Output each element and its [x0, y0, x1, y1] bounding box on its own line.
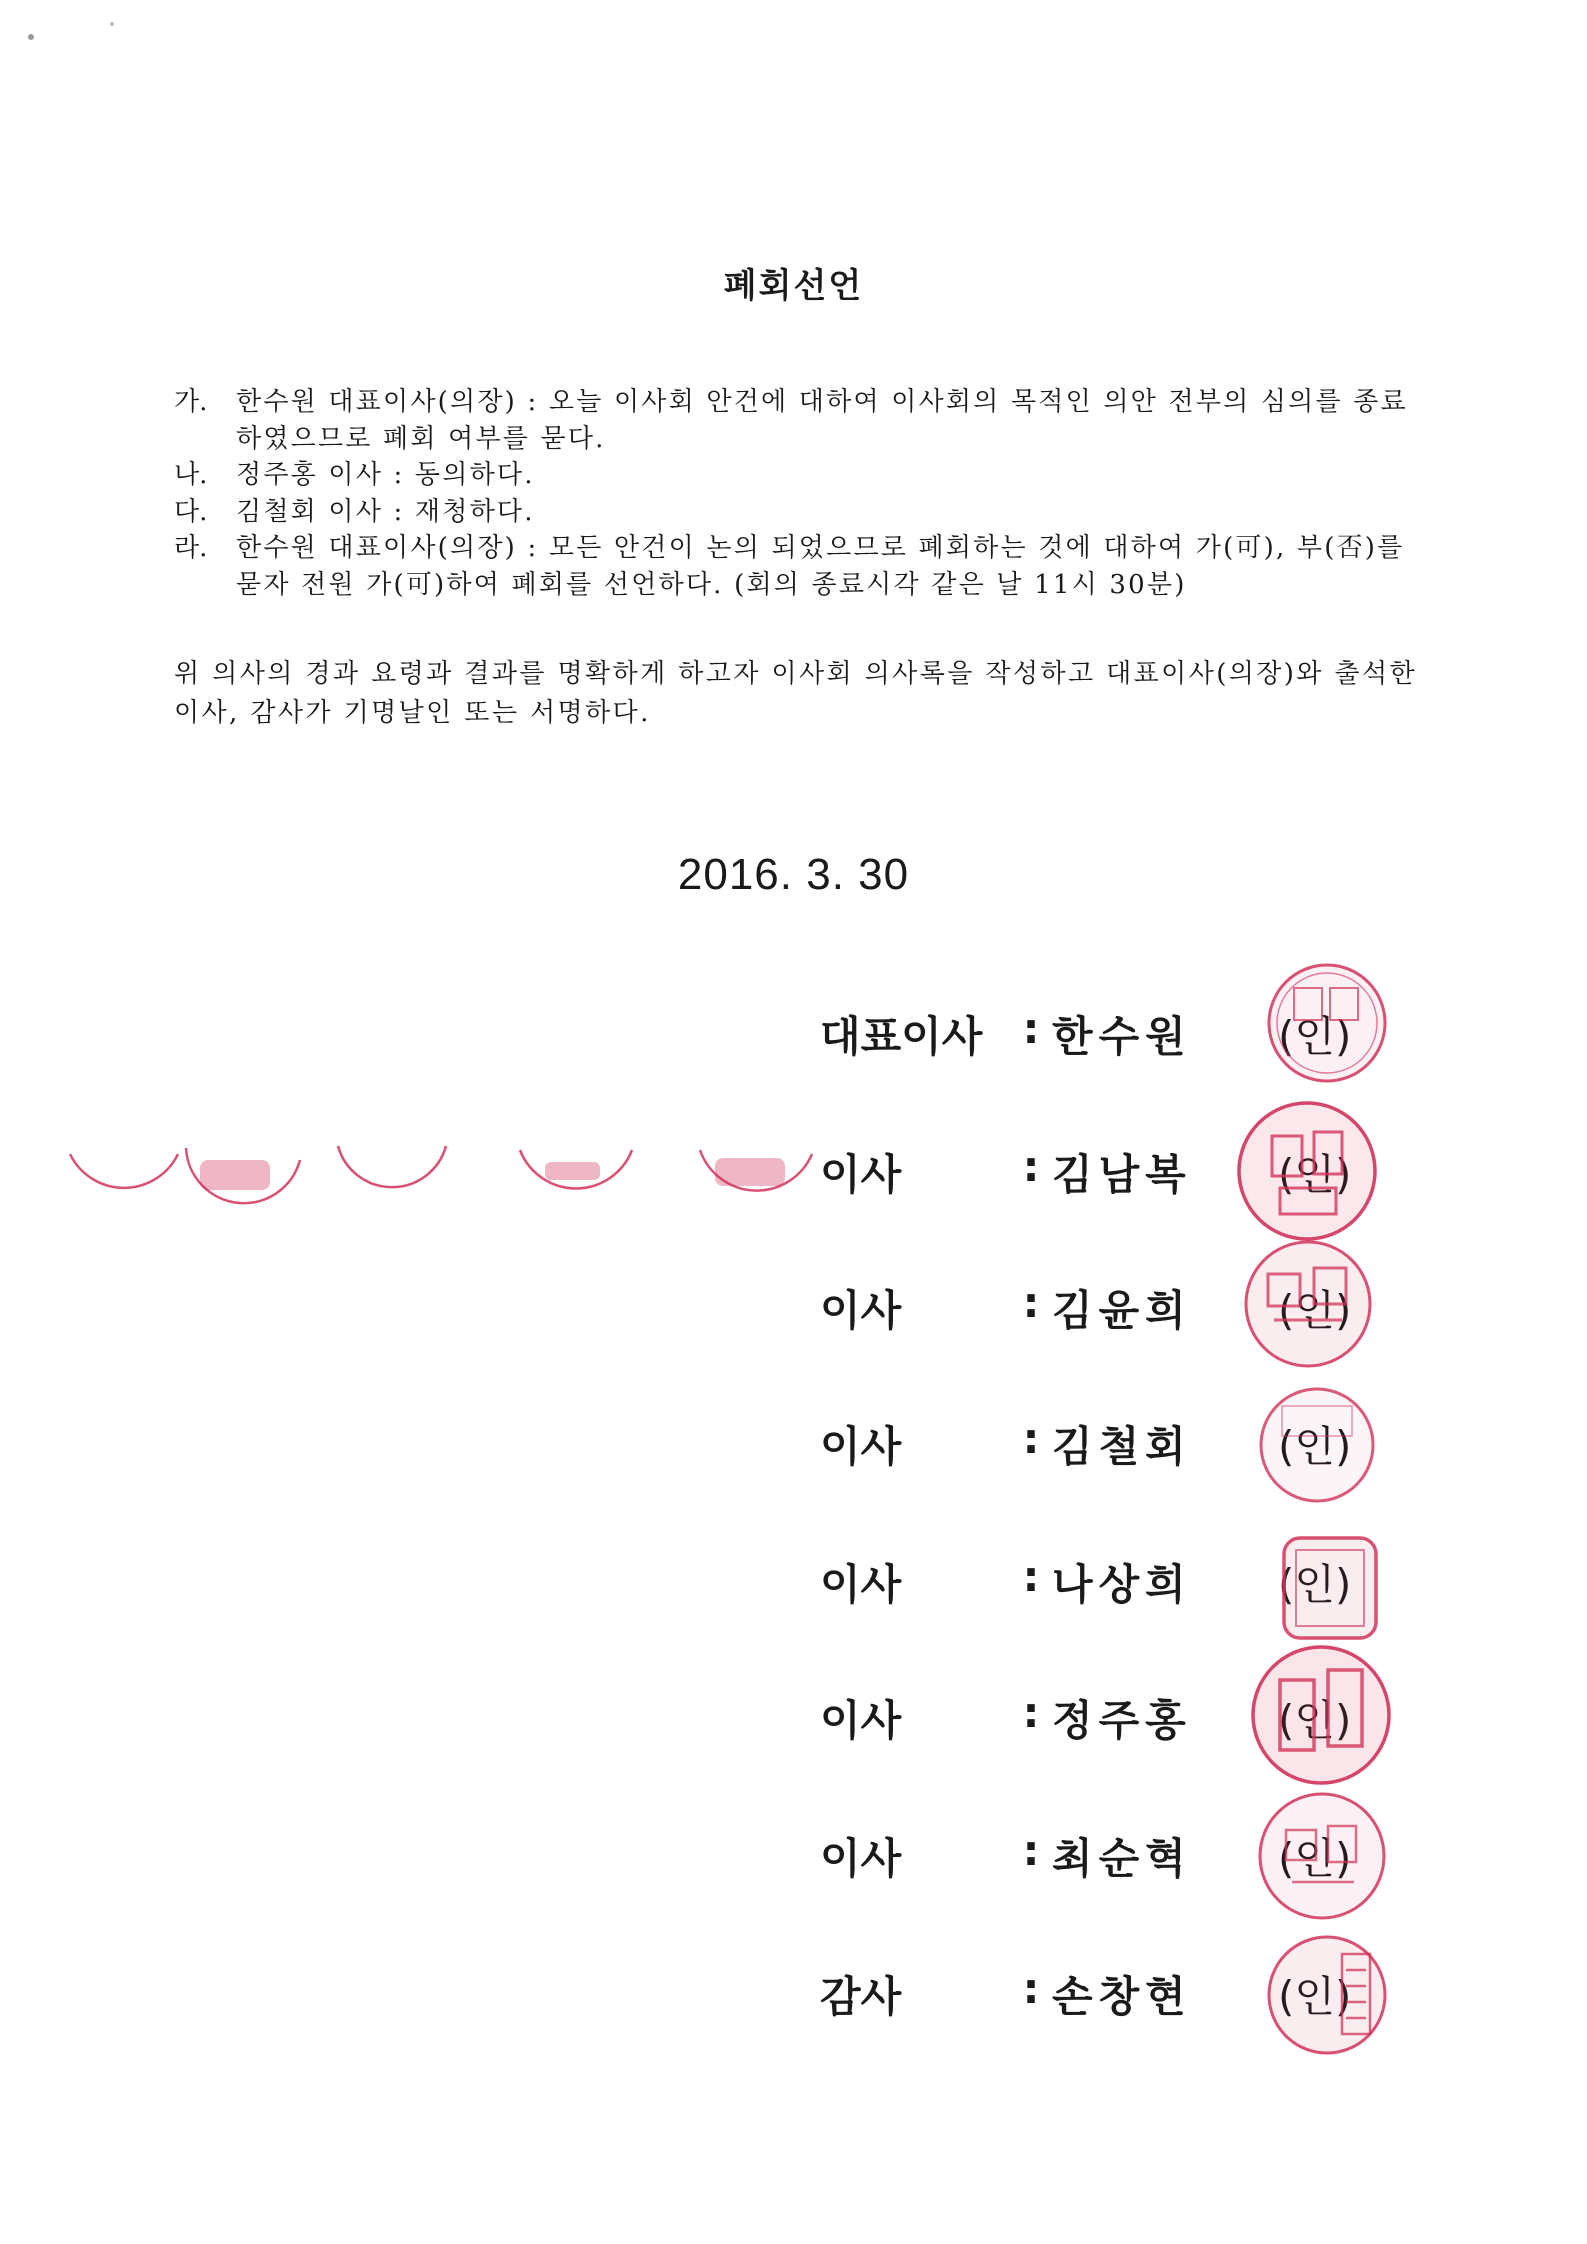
minutes-summary: 위 의사의 경과 요령과 결과를 명확하게 하고자 이사회 의사록을 작성하고 대표이사(의장)와 출석한 이사, 감사가 기명날인 또는 서명하다.: [174, 659, 1418, 728]
seal-label: (인): [1278, 1150, 1352, 1199]
item-marker: 가.: [174, 387, 208, 417]
closing-item: [174, 530, 1424, 603]
seal-label: (인): [1278, 1012, 1352, 1061]
scan-speck: [110, 22, 114, 26]
item-text: 한수원 대표이사(의장) : 모든 안건이 논의 되었으므로 폐회하는 것에 대하여 가(可), 부(否)를 묻자 전원 가(可)하여 폐회를 선언하다. (회의 종료시각 같은 날 11시 30분): [236, 533, 1405, 600]
closing-item: [174, 494, 1424, 531]
item-marker: 다.: [174, 496, 208, 527]
signature-row: [820, 1004, 1380, 1074]
item-text: 한수원 대표이사(의장) : 오늘 이사회 안건에 대하여 이사회의 목적인 의안 전부의 심의를 종료하였으므로 폐회 여부를 묻다.: [236, 387, 1408, 454]
signatory-colon: :: [1022, 1688, 1040, 1737]
signatory-colon: :: [1022, 1004, 1040, 1053]
signatory-colon: :: [1022, 1278, 1040, 1327]
signatory-title: 이사: [820, 1560, 902, 1609]
signatory-name: 한수원: [1052, 1012, 1192, 1061]
seal-label: (인): [1278, 1834, 1352, 1883]
signatory-colon: :: [1022, 1414, 1040, 1463]
seal-label: (인): [1278, 1422, 1352, 1471]
seal-label: (인): [1278, 1972, 1352, 2021]
signatory-name: 손창현: [1052, 1972, 1192, 2021]
signature-row: [820, 1278, 1380, 1348]
signature-row: [820, 1142, 1380, 1212]
signatory-name: 김남복: [1052, 1150, 1192, 1199]
signatory-colon: :: [1022, 1142, 1040, 1191]
item-marker: 라.: [174, 533, 208, 563]
signatory-title: 이사: [820, 1286, 902, 1335]
signature-row: [820, 1688, 1380, 1758]
signatory-title: 이사: [820, 1422, 902, 1471]
signatory-name: 김철회: [1052, 1422, 1192, 1471]
closing-item: [174, 457, 1424, 494]
signatory-colon: :: [1022, 1552, 1040, 1601]
signatory-colon: :: [1022, 1826, 1040, 1875]
signatory-name: 최순혁: [1052, 1834, 1192, 1883]
signature-row: [820, 1964, 1380, 2034]
closing-items: [174, 384, 1424, 603]
signatory-name: 정주홍: [1052, 1696, 1192, 1745]
seal-label: (인): [1278, 1560, 1352, 1609]
seal-label: (인): [1278, 1286, 1352, 1335]
signatory-name: 나상희: [1052, 1560, 1192, 1609]
signature-row: [820, 1826, 1380, 1896]
closing-item: [174, 384, 1424, 457]
signatory-title: 이사: [820, 1150, 902, 1199]
page-title: 폐회선언: [723, 266, 864, 306]
signature-row: [820, 1414, 1380, 1484]
document-date: 2016. 3. 30: [677, 850, 910, 899]
signatory-title: 감사: [820, 1972, 902, 2021]
signatory-name: 김윤희: [1052, 1286, 1192, 1335]
scan-speck: [28, 34, 34, 40]
signatory-title: 이사: [820, 1696, 902, 1745]
signatory-title: 이사: [820, 1834, 902, 1883]
seal-label: (인): [1278, 1696, 1352, 1745]
signatory-colon: :: [1022, 1964, 1040, 2013]
signature-row: [820, 1552, 1380, 1622]
signatory-title: 대표이사: [820, 1012, 983, 1061]
item-text: 정주홍 이사 : 동의하다.: [236, 460, 535, 490]
item-marker: 나.: [174, 460, 208, 490]
item-text: 김철회 이사 : 재청하다.: [236, 496, 535, 527]
